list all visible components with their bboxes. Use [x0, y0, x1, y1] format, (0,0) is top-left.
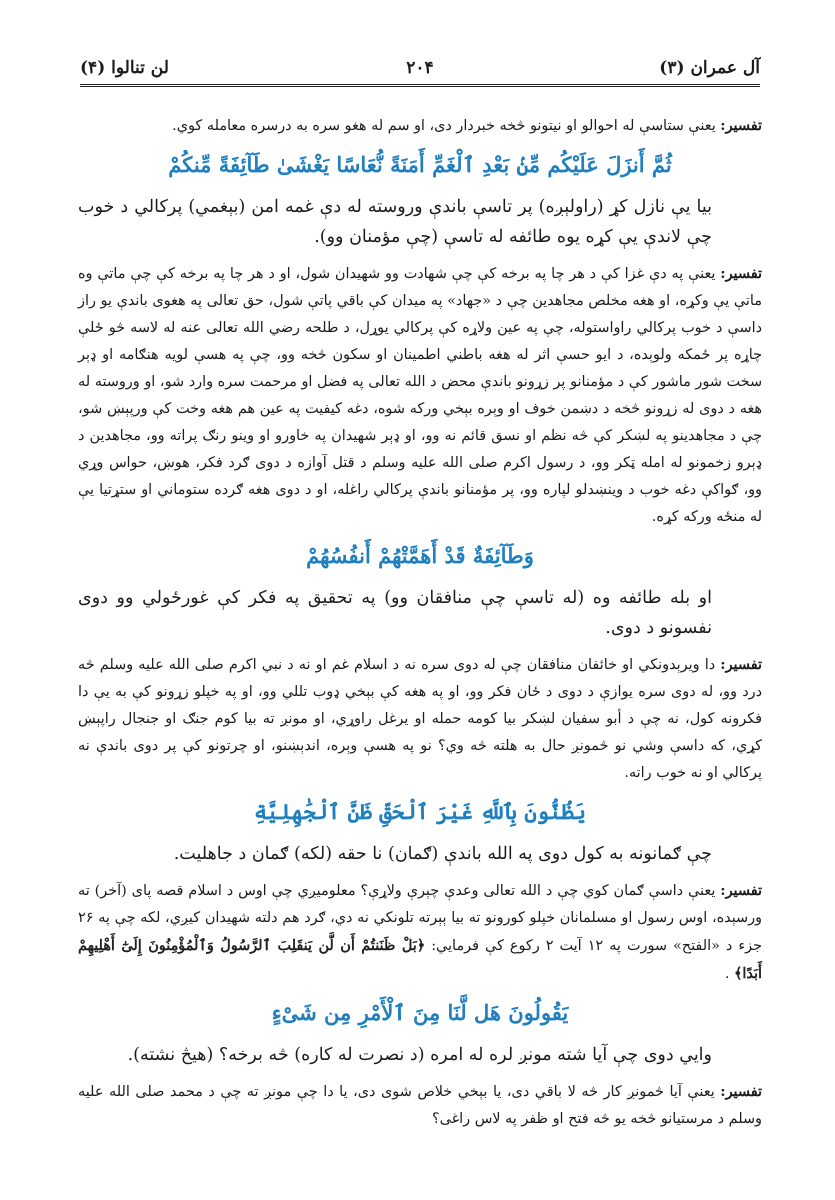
- verse-translation: وايي دوی چې آيا شته مونږ لره له امره (د نصرت له کاره) څه برخه؟ (هيڅ نشته).: [127, 1045, 712, 1065]
- verse-translation: بيا يې نازل کړ (راولېږه) پر تاسې باندې وروسته له دې غمه امن (بېغمي) پرکالي د خوب چې لاندې يې کړه يوه طائفه له تاسې (چې مؤمنان وو).: [78, 197, 712, 247]
- page-header: [80, 56, 760, 90]
- header-divider: [80, 84, 760, 90]
- verse-translation: چې ګمانونه به کول دوی په الله باندې (ګمان) نا حقه (لکه) ګمان د جاهليت.: [173, 844, 712, 864]
- tafseer-text: يعنې داسې ګمان کوي چې د الله تعالى وعدې چېرې ولاړې؟ معلوميږي چې اوس د اسلام قصه پای (آخر) ته ورسېده، اوس رسول او مسلمانان خپلو کورونو ته بيا ېېرته تلونکي نه دي، ګرد هم دلته شهيدان کيږي، لکه چې په ۲۶ جزء د «الفتح» سورت په ۱۲ آيت ۲ رکوع کې فرمايي:: [78, 883, 762, 954]
- tafseer-paragraph: [78, 877, 762, 988]
- tafseer-label: تفسير:: [720, 117, 762, 134]
- tafseer-label: تفسير:: [720, 882, 762, 899]
- verse-translation: او بله طائفه وه (له تاسې چې منافقان وو) په تحقيق په فکر کې غورځولي وو دوی نفسونو د دوی.: [78, 588, 712, 638]
- tafseer-text: يعنې ستاسې له احوالو او نيتونو څخه خبردار دی، او سم له هغو سره به درسره معامله کوي.: [172, 118, 721, 134]
- page-number: ۲۰۴: [406, 58, 434, 78]
- tafseer-paragraph: [78, 260, 762, 531]
- ayah-verse: وَطَآئِفَةٌ قَدْ أَهَمَّتْهُمْ أَنفُسُهُمْ: [306, 543, 534, 568]
- surah-title: آل عمران (۳): [659, 58, 760, 78]
- tafseer-label: تفسير:: [720, 265, 762, 282]
- tafseer-text: دا ويرېدونکي او خائفان منافقان چې له دوی سره نه د اسلام غم او نه د نبي اکرم صلى الله عليه وسلم څه درد وو، له دوی سره يوازې د دوی د ځان فکر وو، او په هغه کې بېخي ډوب تللي وو، او په خپلو زړونو کې به يې دا فکرونه کول، نه چې د أبو سفيان لښکر بيا کومه حمله او يرغل راوړي، او مونږ ته بيا کوم جنګ او جنجال راپېښ کړي، که داسې وشي نو څمونږ حال به هلته څه وي؟ نو په هسې وېره، اندېښنو، او چرتونو کې پر دوی باندې نه پرکالي او نه خوب راته.: [78, 657, 762, 781]
- tafseer-label: تفسير:: [720, 1083, 762, 1100]
- tafseer-text: يعنې په دې غزا کې د هر چا په برخه کې چې شهادت وو شهيدان شول، او د هر چا په برخه کې چې ماتې وه ماتې يې وکړه، او هغه مخلص مجاهدين چې د «جهاد» په ميدان کې باقي پاتې شول، حق تعالى په هغوی باندې يو راز داسې د خوب پرکالي راواستوله، چې په عين ولاړه کې پرکالي يوړل، د طلحه رضي الله تعالى عنه له لاسه څو ځلې چاړه پر ځمکه ولوېده، د ايو حسې اثر له هغه باطني اطمينان او سکون څخه وو، چې په هسې لويه هنګامه او ډېر سخت شور ماشور کې د مؤمنانو پر زړونو باندې محض د الله تعالى په فضل او مرحمت سره وارد شو، او وروسته له هغه د دوی له زړونو څخه د دښمن خوف او وېره بېخي ورکه شوه، دغه کيفيت په عين هم هغه وخت کې ورپېښ شو، چې د مجاهدينو په لښکر کې څه نظم او نسق قائم نه وو، او ډېر شهيدان په خاورو او وينو رنګ پراته وو، مجاهدين د ډېرو زخمونو له امله ټکر وو، د رسول اکرم صلى الله عليه وسلم د قتل آوازه د دوی ګرد فکر، هوښ، حواس وړي وو، ګواکې دغه خوب د وينښدلو لپاره وو، پر مؤمنانو باندې پرکالي راغله، او د دوی هغه ګرده ستوماني او ستړتيا يې له منځه ورکه کړه.: [78, 266, 762, 525]
- tafseer-text-tail: .: [724, 966, 734, 982]
- tafseer-paragraph: [78, 1078, 762, 1133]
- juz-title: لن تنالوا (۴): [80, 58, 169, 78]
- ayah-verse: يَظُنُّونَ بِٱللَّهِ غَيْرَ ٱلْحَقِّ ظَنَّ ٱلْجَٰهِلِيَّةِ: [254, 799, 586, 824]
- tafseer-paragraph: [78, 112, 762, 140]
- tafseer-label: تفسير:: [720, 656, 762, 673]
- inline-quran-quote: ﴿بَلْ ظَنَنتُمْ أَن لَّن يَنقَلِبَ ٱلرَّسُولُ وَٱلْمُؤْمِنُونَ إِلَىٰٓ أَهْلِيهِمْ أَبَدًا﴾: [78, 937, 762, 982]
- tafseer-paragraph: [78, 651, 762, 787]
- page-content: [78, 112, 762, 1141]
- ayah-verse: ثُمَّ أَنزَلَ عَلَيْكُم مِّنۢ بَعْدِ ٱلْغَمِّ أَمَنَةً نُّعَاسًا يَغْشَىٰ طَآئِفَةً مِّنكُمْ: [168, 152, 672, 177]
- tafseer-text: يعنې آيا څمونږ کار څه لا باقي دی، يا بېخي خلاص شوی دی، يا دا چې مونږ ته چې د محمد صلى الله عليه وسلم د مرستيانو څخه يو څه فتح او ظفر په لاس راغی؟: [78, 1084, 762, 1127]
- ayah-verse: يَقُولُونَ هَل لَّنَا مِنَ ٱلْأَمْرِ مِن شَىْءٍ: [271, 1000, 569, 1025]
